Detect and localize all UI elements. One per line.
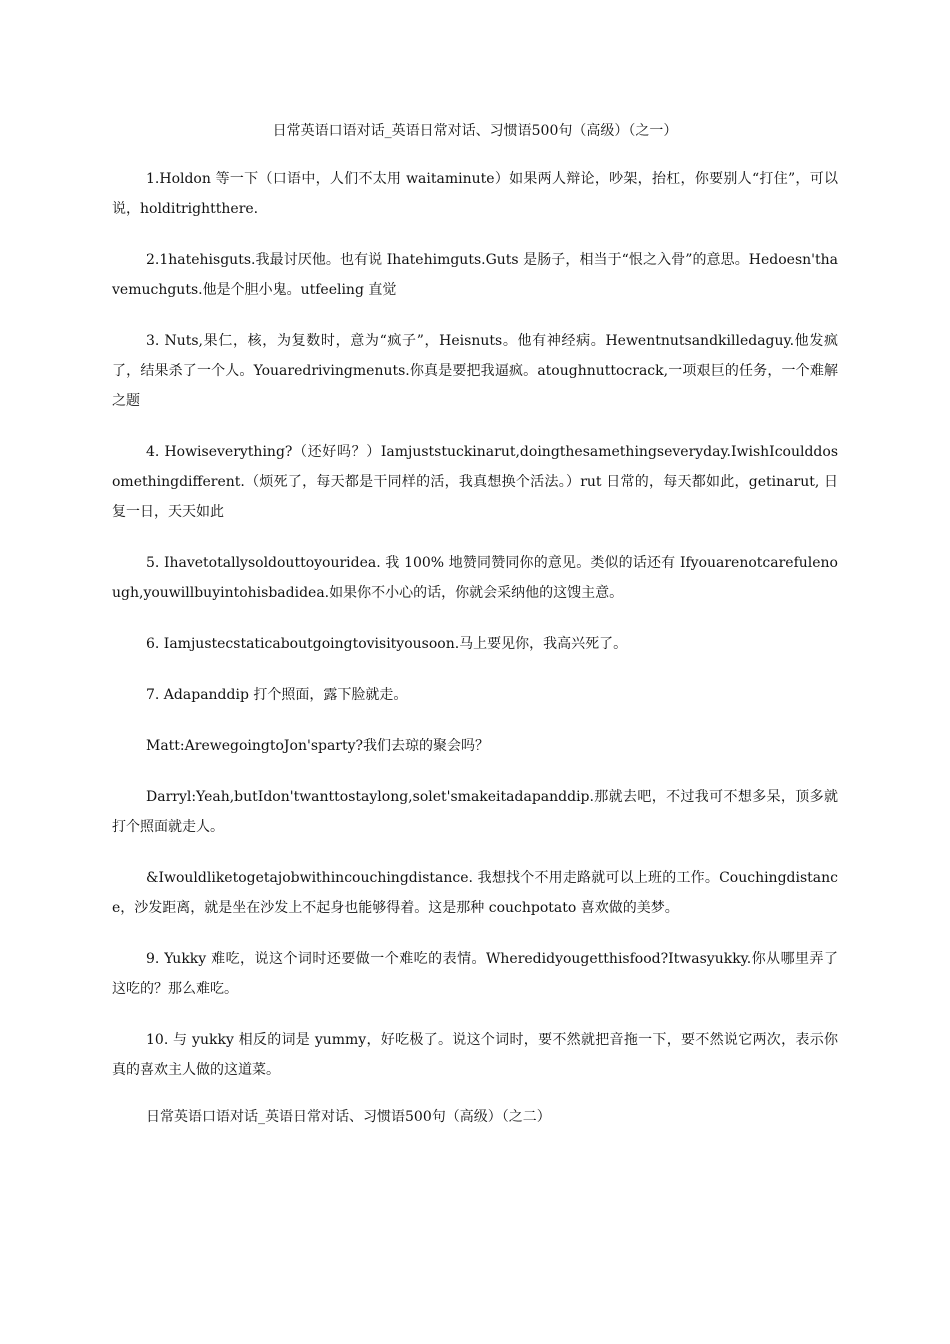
paragraph-2: 2.1hatehisguts.我最讨厌他。也有说 Ihatehimguts.Guts 是肠子，相当于“恨之入骨”的意思。Hedoesn'thavemuchguts.他是个胆小鬼。utfeeling 直觉	[112, 252, 838, 298]
paragraph-1: 1.Holdon 等一下（口语中，人们不太用 waitaminute）如果两人辩论，吵架，抬杠，你要别人“打住”，可以说，holditrightthere.	[112, 171, 838, 217]
paragraph-9: 9. Yukky 难吃，说这个词时还要做一个难吃的表情。Wheredidyougetthisfood?Itwasyukky.你从哪里弄了这吃的？那么难吃。	[112, 951, 838, 997]
paragraph-10: 10. 与 yukky 相反的词是 yummy，好吃极了。说这个词时，要不然就把音拖一下，要不然说它两次，表示你真的喜欢主人做的这道菜。	[112, 1032, 838, 1078]
paragraph-4: 4. Howiseverything?（还好吗？）Iamjuststuckinarut,doingthesamethingseveryday.IwishIcoulddosomethingdifferent.（烦死了，每天都是干同样的活，我真想换个活法。）rut 日常的，每天都如此，getinarut, 日复一日，天天如此	[112, 444, 838, 520]
document-title: 日常英语口语对话_英语日常对话、习惯语500句（高级）（之一）	[272, 123, 678, 139]
paragraph-7: 7. Adapanddip 打个照面，露下脸就走。	[146, 687, 408, 703]
dialogue-matt: Matt:ArewegoingtoJon'sparty?我们去琼的聚会吗？	[146, 738, 490, 754]
paragraph-8: &Iwouldliketogetajobwithincouchingdistance. 我想找个不用走路就可以上班的工作。Couchingdistance，沙发距离，就是坐在沙发上不起身也能够得着。这是那种 couchpotato 喜欢做的美梦。	[112, 870, 838, 916]
document-body	[112, 120, 838, 1128]
dialogue-darryl: Darryl:Yeah,butIdon'twanttostaylong,solet'smakeitadapanddip.那就去吧，不过我可不想多呆，顶多就打个照面就走人。	[112, 789, 838, 835]
paragraph-3: 3. Nuts,果仁，核，为复数时，意为“疯子”，Heisnuts。他有神经病。Hewentnutsandkilledaguy.他发疯了，结果杀了一个人。Youaredrivingmenuts.你真是要把我逼疯。atoughnuttocrack,一项艰巨的任务，一个难解之题	[112, 333, 838, 409]
paragraph-5: 5. Ihavetotallysoldouttoyouridea. 我 100% 地赞同赞同你的意见。类似的话还有 Ifyouarenotcarefulenough,youwillbuyintohisbadidea.如果你不小心的话，你就会采纳他的这馊主意。	[112, 555, 838, 601]
paragraph-6: 6. Iamjustecstaticaboutgoingtovisityousoon.马上要见你，我高兴死了。	[146, 636, 628, 652]
section-subtitle: 日常英语口语对话_英语日常对话、习惯语500句（高级）（之二）	[146, 1109, 551, 1125]
